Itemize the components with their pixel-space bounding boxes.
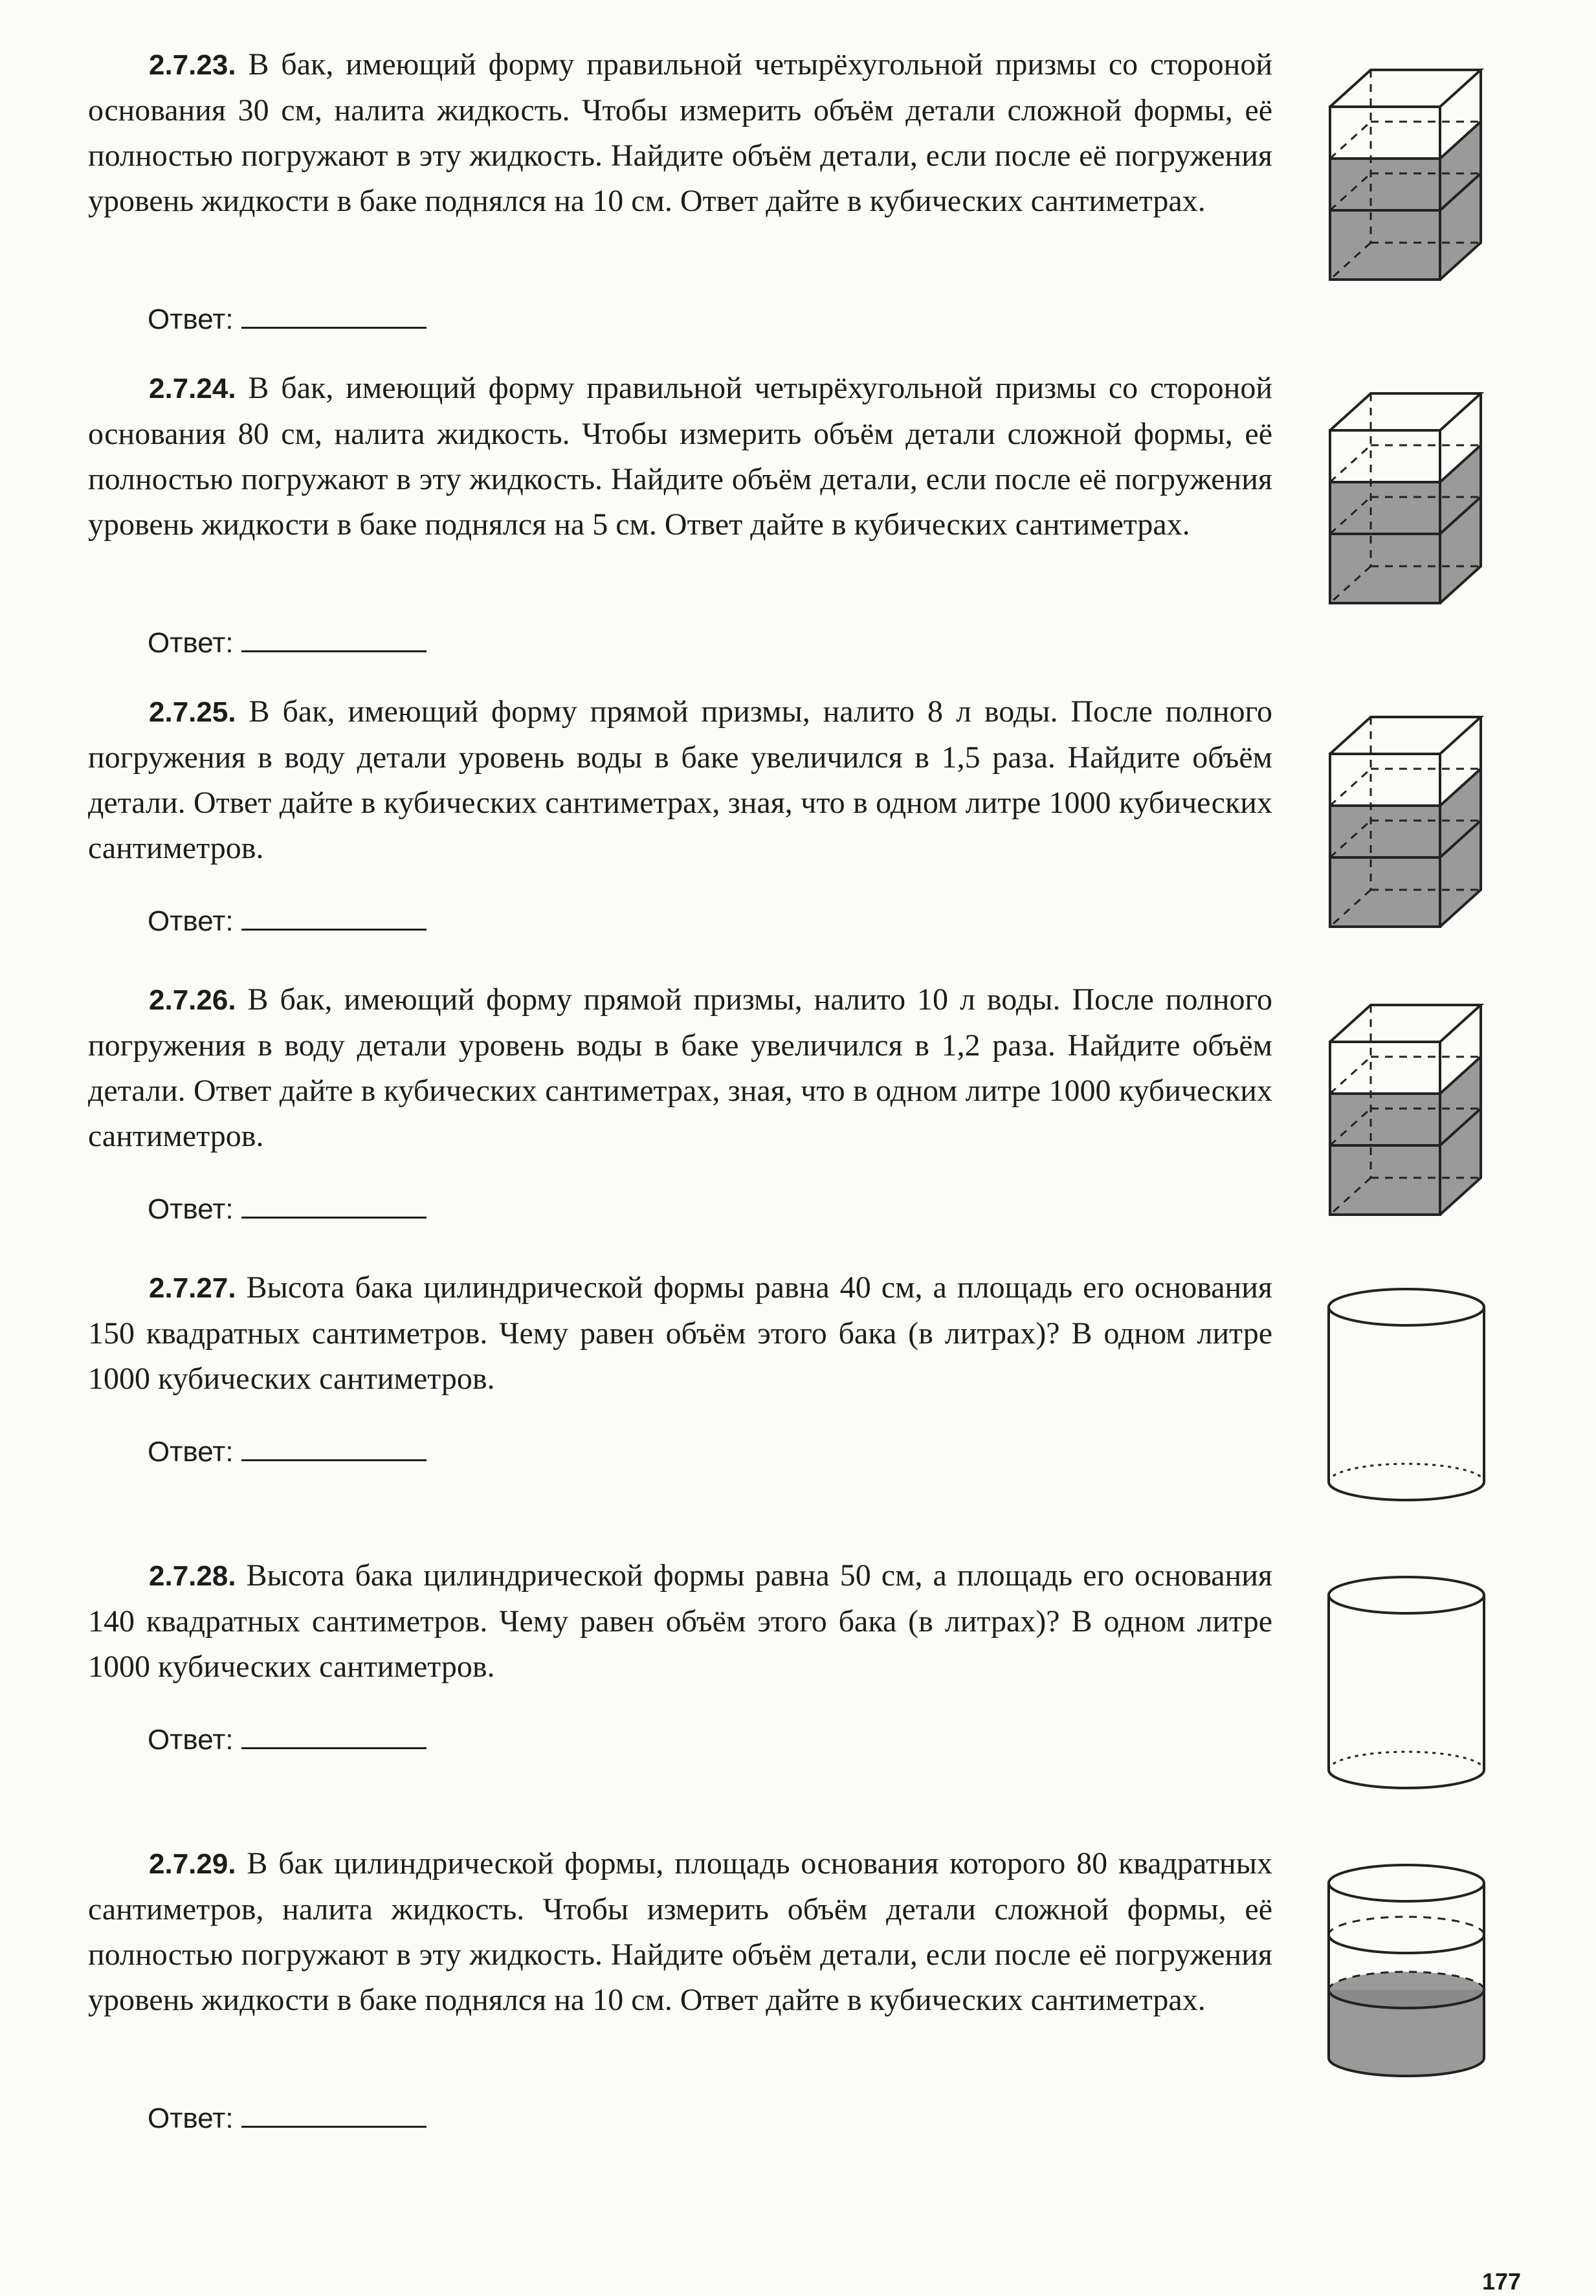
problem-statement: Высота бака цилиндрической формы равна 50 см, а площадь его основания 140 квадратных сантиметров. Чему равен объём этого бака (в литрах)? В одном литре 1000 кубических сантиметров.	[88, 1558, 1273, 1684]
answer-line[interactable]	[148, 1433, 427, 1468]
answer-label: Ответ:	[148, 1436, 234, 1468]
answer-label: Ответ:	[148, 905, 234, 937]
problem-text	[88, 689, 1272, 871]
problem-number: 2.7.23.	[149, 49, 236, 81]
answer-label: Ответ:	[148, 1193, 234, 1225]
answer-label: Ответ:	[148, 1724, 234, 1756]
problem-statement: В бак, имеющий форму прямой призмы, налито 8 л воды. После полного погружения в воду детали уровень воды в баке увеличился в 1,5 раза. Найдите объём детали. Ответ дайте в кубических сантиметрах, зная, что в одном литре 1000 кубических сантиметров.	[88, 694, 1272, 865]
answer-line[interactable]	[148, 903, 427, 938]
problem-text	[88, 366, 1272, 547]
prism-tank-figure	[1320, 980, 1492, 1226]
answer-line[interactable]	[148, 2100, 427, 2135]
answer-line[interactable]	[148, 1721, 427, 1756]
problem-number: 2.7.28.	[149, 1560, 236, 1592]
answer-line[interactable]	[148, 1191, 427, 1226]
problem-number: 2.7.25.	[149, 696, 236, 728]
problem-number: 2.7.29.	[149, 1848, 236, 1880]
answer-label: Ответ:	[148, 304, 234, 335]
problem-number: 2.7.24.	[149, 373, 236, 404]
answer-blank[interactable]	[241, 1721, 427, 1749]
prism-tank-figure	[1320, 369, 1492, 615]
problem-text	[88, 1265, 1272, 1402]
problem-statement: Высота бака цилиндрической формы равна 40 см, а площадь его основания 150 квадратных сантиметров. Чему равен объём этого бака (в литрах)? В одном литре 1000 кубических сантиметров.	[88, 1270, 1273, 1396]
problem-text	[88, 1841, 1272, 2023]
page-number: 177	[1482, 2268, 1522, 2295]
cylinder-tank-figure	[1320, 1285, 1492, 1518]
prism-tank-figure	[1320, 45, 1492, 291]
answer-label: Ответ:	[148, 2103, 234, 2134]
problem-number: 2.7.27.	[149, 1272, 236, 1304]
cylinder-tank-filled-figure	[1320, 1860, 1492, 2093]
prism-tank-figure	[1320, 692, 1492, 938]
problem-text	[88, 1553, 1272, 1690]
answer-blank[interactable]	[241, 1191, 427, 1219]
problem-statement: В бак, имеющий форму правильной четырёхугольной призмы со стороной основания 80 см, налита жидкость. Чтобы измерить объём детали сложной формы, её полностью погружают в эту жидкость. Найдите объём детали, если после её погружения уровень жидкости в баке поднялся на 5 см. Ответ дайте в кубических сантиметрах.	[88, 371, 1273, 542]
answer-label: Ответ:	[148, 627, 234, 659]
problem-statement: В бак, имеющий форму правильной четырёхугольной призмы со стороной основания 30 см, налита жидкость. Чтобы измерить объём детали сложной формы, её полностью погружают в эту жидкость. Найдите объём детали, если после её погружения уровень жидкости в баке поднялся на 10 см. Ответ дайте в кубических сантиметрах.	[88, 47, 1273, 218]
cylinder-tank-figure	[1320, 1573, 1492, 1805]
answer-blank[interactable]	[241, 903, 427, 931]
answer-blank[interactable]	[241, 2100, 427, 2128]
problem-statement: В бак, имеющий форму прямой призмы, налито 10 л воды. После полного погружения в воду детали уровень воды в баке увеличился в 1,2 раза. Найдите объём детали. Ответ дайте в кубических сантиметрах, зная, что в одном литре 1000 кубических сантиметров.	[88, 982, 1272, 1153]
problem-statement: В бак цилиндрической формы, площадь основания которого 80 квадратных сантиметров, налита жидкость. Чтобы измерить объём детали сложной формы, её полностью погружают в эту жидкость. Найдите объём детали, если после её погружения уровень жидкости в баке поднялся на 10 см. Ответ дайте в кубических сантиметрах.	[88, 1846, 1272, 2017]
problem-number: 2.7.26.	[149, 984, 236, 1016]
answer-blank[interactable]	[241, 1433, 427, 1461]
problem-text	[88, 977, 1272, 1159]
problem-text	[88, 42, 1272, 224]
